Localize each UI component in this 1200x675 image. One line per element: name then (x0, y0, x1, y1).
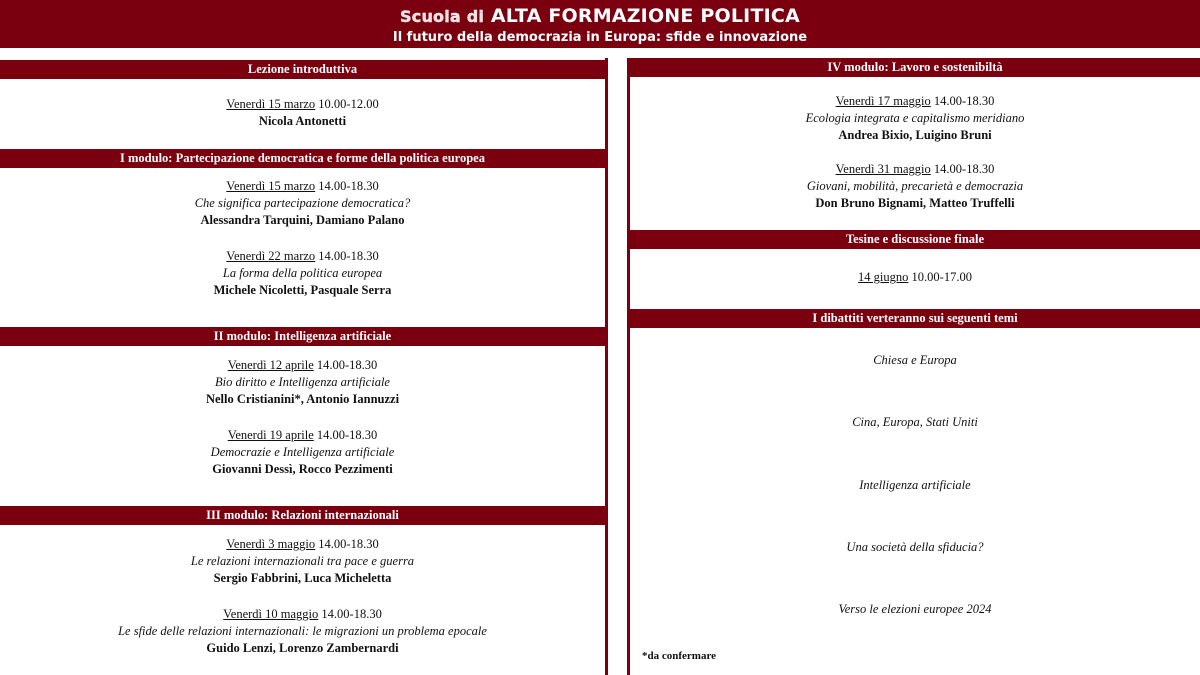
session-title: Le relazioni internazionali tra pace e guerra (190, 554, 415, 568)
session-block (0, 357, 605, 408)
session-time: 14.00-18.30 (321, 607, 382, 621)
page-subtitle: Il futuro della democrazia in Europa: sfide e innovazione (392, 30, 808, 45)
session-speakers: Giovanni Dessì, Rocco Pezzimenti (212, 462, 393, 476)
session-block (0, 536, 605, 587)
section-heading-module-2: II modulo: Intelligenza artificiale (0, 327, 605, 346)
theme-item: Verso le elezioni europee 2024 (838, 602, 992, 616)
session-date: 14 giugno (858, 270, 909, 284)
left-column (0, 58, 608, 675)
section-heading-module-4: IV modulo: Lavoro e sostenibiltà (630, 58, 1200, 77)
session-block (0, 248, 605, 299)
session-speakers: Alessandra Tarquini, Damiano Palano (200, 213, 405, 227)
session-block (0, 427, 605, 478)
title-prefix: Scuola di (400, 7, 485, 26)
theme-item: Intelligenza artificiale (859, 478, 971, 492)
session-time: 14.00-18.30 (316, 358, 378, 372)
theme-item: Chiesa e Europa (873, 353, 957, 367)
footnote: *da confermare (642, 650, 717, 662)
session-title: Che significa partecipazione democratica? (194, 196, 411, 210)
session-speakers: Don Bruno Bignami, Matteo Truffelli (815, 196, 1015, 210)
session-speakers: Nello Cristianini*, Antonio Iannuzzi (205, 392, 400, 406)
header-banner (0, 0, 1200, 48)
session-speakers: Guido Lenzi, Lorenzo Zambernardi (206, 641, 399, 655)
title-main: ALTA FORMAZIONE POLITICA (490, 5, 800, 27)
session-date: Venerdì 19 aprile (227, 428, 314, 442)
session-time: 14.00-18.30 (318, 537, 379, 551)
session-title: Democrazie e Intelligenza artificiale (210, 445, 395, 459)
session-time: 14.00-18.30 (933, 162, 995, 176)
right-column (627, 58, 1200, 675)
session-block (630, 269, 1200, 286)
session-block (0, 606, 605, 657)
session-time: 10.00-17.00 (911, 270, 972, 284)
session-title: Giovani, mobilità, precarietà e democrazia (806, 179, 1024, 193)
session-time: 14.00-18.30 (318, 179, 379, 193)
session-block (630, 161, 1200, 212)
session-block (0, 96, 605, 130)
session-date: Venerdì 12 aprile (227, 358, 314, 372)
session-date: Venerdì 10 maggio (223, 607, 319, 621)
section-heading-themes: I dibattiti verteranno sui seguenti temi (630, 309, 1200, 328)
session-block (630, 93, 1200, 144)
theme-item: Cina, Europa, Stati Uniti (852, 415, 978, 429)
session-title: La forma della politica europea (222, 266, 383, 280)
session-speakers: Andrea Bixio, Luigino Bruni (838, 128, 992, 142)
session-date: Venerdì 3 maggio (226, 537, 316, 551)
session-title: Bio diritto e Intelligenza artificiale (215, 375, 390, 389)
session-date: Venerdì 22 marzo (226, 249, 316, 263)
theme-item: Una società della sfiducia? (846, 540, 984, 554)
session-block (0, 178, 605, 229)
session-date: Venerdì 17 maggio (835, 94, 931, 108)
section-heading-module-1: I modulo: Partecipazione democratica e forme della politica europea (0, 149, 605, 168)
session-date: Venerdì 15 marzo (226, 97, 316, 111)
session-time: 14.00-18.30 (316, 428, 378, 442)
section-heading-intro: Lezione introduttiva (0, 60, 605, 79)
session-speakers: Michele Nicoletti, Pasquale Serra (213, 283, 392, 297)
session-date: Venerdì 31 maggio (835, 162, 931, 176)
session-title: Ecologia integrata e capitalismo meridiano (805, 111, 1025, 125)
page-title (0, 0, 1200, 27)
session-time: 14.00-18.30 (318, 249, 379, 263)
session-time: 10.00-12.00 (318, 97, 379, 111)
session-speakers: Sergio Fabbrini, Luca Micheletta (213, 571, 392, 585)
session-speakers: Nicola Antonetti (258, 114, 347, 128)
session-date: Venerdì 15 marzo (226, 179, 316, 193)
session-time: 14.00-18.30 (933, 94, 995, 108)
section-heading-module-3: III modulo: Relazioni internazionali (0, 506, 605, 525)
session-title: Le sfide delle relazioni internazionali: le migrazioni un problema epocale (118, 624, 487, 638)
section-heading-final: Tesine e discussione finale (630, 230, 1200, 249)
